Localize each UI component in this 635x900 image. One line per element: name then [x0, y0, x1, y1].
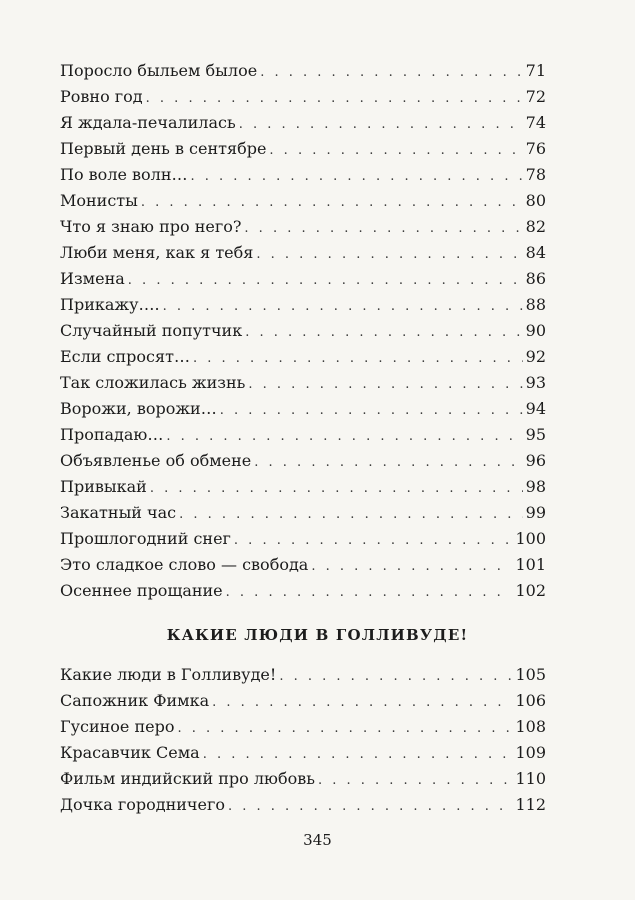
toc-entry: [60, 240, 546, 266]
toc-entry-page: 90: [525, 321, 546, 340]
dot-leader: [226, 580, 513, 606]
dot-leader: [260, 60, 522, 86]
section-heading: КАКИЕ ЛЮДИ В ГОЛЛИВУДЕ!: [166, 626, 469, 644]
toc-entry-title: Фильм индийский про любовь: [60, 769, 315, 788]
toc-entry-title: Что я знаю про него?: [60, 217, 242, 236]
toc-entry-page: 110: [515, 769, 546, 788]
toc-entry: [60, 578, 546, 604]
toc-entry: [60, 318, 546, 344]
dot-leader: [128, 268, 523, 294]
dot-leader: [248, 372, 522, 398]
toc-entry-page: 99: [525, 503, 546, 522]
toc-entry: [60, 474, 546, 500]
toc-entry: [60, 370, 546, 396]
toc-entry-page: 96: [525, 451, 546, 470]
toc-entry-title: Пропадаю…: [60, 425, 164, 444]
dot-leader: [146, 86, 523, 112]
toc-entry-page: 106: [515, 691, 546, 710]
toc-entry: [60, 526, 546, 552]
toc-entry-title: Какие люди в Голливуде!: [60, 665, 277, 684]
dot-leader: [279, 664, 512, 690]
toc-entry: [60, 792, 546, 818]
dot-leader: [220, 398, 523, 424]
toc-entry: [60, 58, 546, 84]
toc-entry-title: Это сладкое слово — свобода: [60, 555, 309, 574]
dot-leader: [193, 346, 523, 372]
toc-entry-page: 94: [525, 399, 546, 418]
toc-entry: [60, 136, 546, 162]
toc-entry-title: Если спросят…: [60, 347, 190, 366]
toc-entry-page: 84: [525, 243, 546, 262]
dot-leader: [234, 528, 513, 554]
toc-entry: [60, 740, 546, 766]
toc-entry-page: 98: [525, 477, 546, 496]
toc-entry-page: 95: [525, 425, 546, 444]
dot-leader: [269, 138, 522, 164]
toc-entry-page: 102: [515, 581, 546, 600]
dot-leader: [244, 216, 522, 242]
toc-entry-page: 101: [515, 555, 546, 574]
toc-entry: [60, 292, 546, 318]
dot-leader: [150, 476, 523, 502]
dot-leader: [179, 502, 523, 528]
toc-entry-page: 80: [525, 191, 546, 210]
toc-entry-title: Ворожи, ворожи…: [60, 399, 217, 418]
toc-entry-page: 92: [525, 347, 546, 366]
toc-entry-title: Так сложилась жизнь: [60, 373, 246, 392]
toc-entry: [60, 714, 546, 740]
toc-entry-title: Ровно год: [60, 87, 143, 106]
toc-entry-page: 108: [515, 717, 546, 736]
dot-leader: [228, 794, 512, 820]
toc-entry: [60, 688, 546, 714]
toc-list: [60, 662, 546, 818]
dot-leader: [166, 424, 522, 450]
toc-entry-title: По воле волн…: [60, 165, 188, 184]
toc-entry: [60, 422, 546, 448]
toc-entry-page: 112: [515, 795, 546, 814]
toc-entry: [60, 448, 546, 474]
toc-entry-title: Дочка городничего: [60, 795, 225, 814]
page-number: 345: [303, 831, 332, 849]
toc-entry-page: 93: [525, 373, 546, 392]
dot-leader: [239, 112, 523, 138]
toc-entry-title: Случайный попутчик: [60, 321, 243, 340]
toc-entry-title: Гусиное перо: [60, 717, 175, 736]
toc-entry-page: 105: [515, 665, 546, 684]
toc-entry-title: Закатный час: [60, 503, 177, 522]
toc-entry-title: Привыкай: [60, 477, 147, 496]
dot-leader: [212, 690, 512, 716]
toc-entry: [60, 214, 546, 240]
toc-entry-title: Монисты: [60, 191, 138, 210]
dot-leader: [163, 294, 523, 320]
toc-entry: [60, 500, 546, 526]
toc-entry-title: Прошлогодний снег: [60, 529, 231, 548]
toc-entry-page: 78: [525, 165, 546, 184]
toc-entry-title: Сапожник Фимка: [60, 691, 210, 710]
toc-entry: [60, 552, 546, 578]
dot-leader: [191, 164, 523, 190]
toc-entry-title: Люби меня, как я тебя: [60, 243, 254, 262]
toc-entry-title: Первый день в сентябре: [60, 139, 267, 158]
dot-leader: [203, 742, 513, 768]
toc-entry-title: Красавчик Сема: [60, 743, 200, 762]
toc-entry: [60, 766, 546, 792]
dot-leader: [178, 716, 513, 742]
toc-entry-page: 72: [525, 87, 546, 106]
dot-leader: [245, 320, 522, 346]
dot-leader: [254, 450, 522, 476]
dot-leader: [318, 768, 513, 794]
toc-entry-page: 88: [525, 295, 546, 314]
toc-entry-page: 71: [525, 61, 546, 80]
toc-entry: [60, 110, 546, 136]
toc-entry-title: Объявленье об обмене: [60, 451, 252, 470]
toc-entry-title: Поросло быльем былое: [60, 61, 258, 80]
toc-entry: [60, 188, 546, 214]
dot-leader: [256, 242, 522, 268]
toc-entry-page: 82: [525, 217, 546, 236]
dot-leader: [141, 190, 523, 216]
toc-entry-title: Осеннее прощание: [60, 581, 223, 600]
toc-entry: [60, 84, 546, 110]
toc-entry-page: 100: [515, 529, 546, 548]
toc-entry: [60, 396, 546, 422]
toc-list: [60, 58, 546, 604]
toc-entry-page: 109: [515, 743, 546, 762]
toc-entry-page: 74: [525, 113, 546, 132]
toc-entry: [60, 662, 546, 688]
toc-entry-page: 76: [525, 139, 546, 158]
dot-leader: [311, 554, 512, 580]
toc-entry-page: 86: [525, 269, 546, 288]
toc-entry: [60, 162, 546, 188]
toc-entry: [60, 266, 546, 292]
toc-entry-title: Я ждала-печалилась: [60, 113, 236, 132]
toc-entry: [60, 344, 546, 370]
toc-entry-title: Измена: [60, 269, 125, 288]
toc-entry-title: Прикажу….: [60, 295, 160, 314]
